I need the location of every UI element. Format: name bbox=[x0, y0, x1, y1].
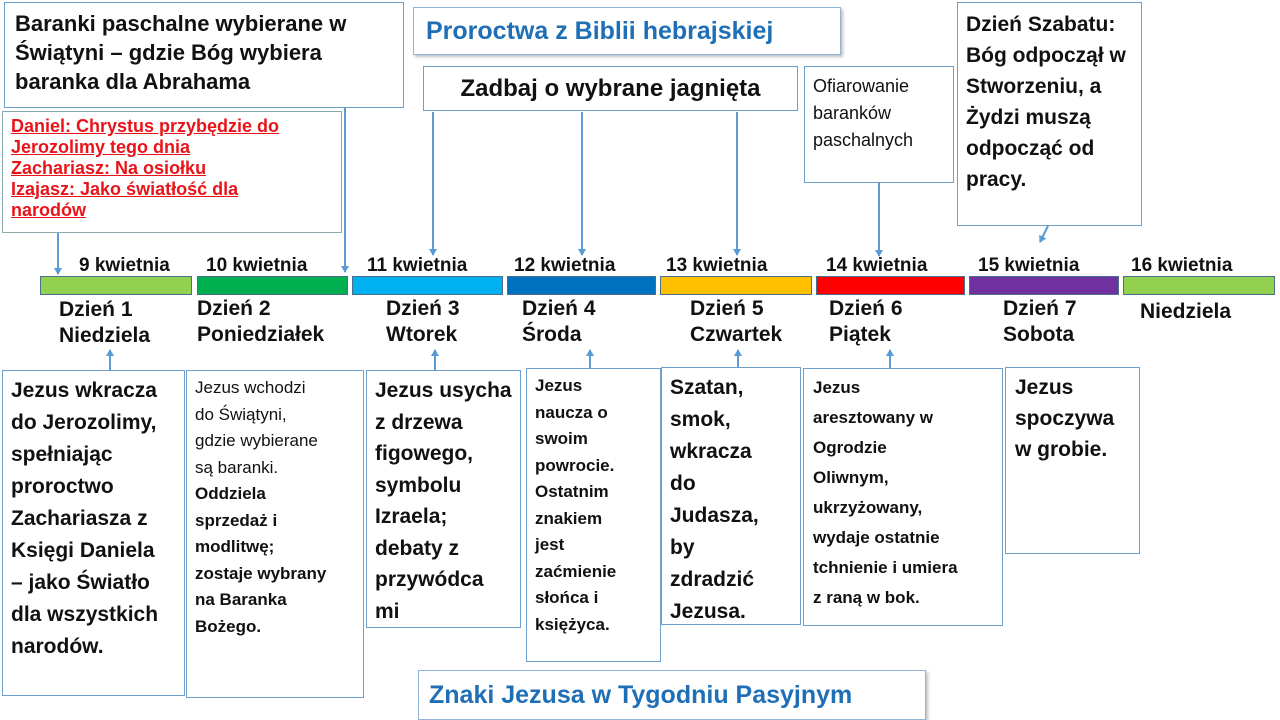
event-4-line-3: swoim bbox=[535, 429, 588, 448]
event-2-line-4: są baranki. bbox=[195, 457, 279, 477]
offering-box bbox=[804, 66, 954, 183]
day-label-5 bbox=[690, 296, 782, 348]
day-7-name: Sobota bbox=[1003, 323, 1075, 346]
timeline-bar-8 bbox=[1123, 276, 1275, 295]
event-box-day-7 bbox=[1005, 367, 1140, 554]
event-box-day-2 bbox=[186, 370, 364, 698]
prophecy-line-1: Daniel: Chrystus przybędzie do bbox=[11, 116, 280, 136]
date-label-3: 11 kwietnia bbox=[367, 255, 468, 276]
event-1-line-2: do Jerozolimy, bbox=[11, 411, 157, 434]
event-7-line-3: w grobie. bbox=[1015, 438, 1108, 461]
event-4-line-4: powrocie. bbox=[535, 455, 615, 475]
event-2-line-1: Jezus wchodzi bbox=[195, 378, 306, 397]
day-3-number: Dzień 3 bbox=[386, 297, 460, 320]
timeline-bar-6 bbox=[816, 276, 965, 295]
event-5-line-5: Judasza, bbox=[670, 504, 759, 527]
prophecy-line-2: Jerozolimy tego dnia bbox=[11, 137, 191, 157]
date-label-7: 15 kwietnia bbox=[978, 255, 1080, 276]
day-3-name: Wtorek bbox=[386, 323, 458, 346]
prophecy-box bbox=[2, 111, 342, 233]
event-1-line-4: proroctwo bbox=[11, 475, 114, 498]
event-6-line-7: tchnienie i umiera bbox=[813, 558, 958, 577]
event-box-day-5 bbox=[661, 367, 801, 625]
event-4-line-2: naucza o bbox=[535, 402, 608, 422]
date-label-6: 14 kwietnia bbox=[826, 255, 928, 276]
sabbath-text: Dzień Szabatu: Bóg odpoczął w Stworzeniu, a Żydzi muszą odpocząć od pracy. bbox=[966, 13, 1126, 191]
event-3-line-1: Jezus usycha bbox=[375, 379, 512, 402]
event-2-line-8: zostaje wybrany bbox=[195, 563, 327, 583]
day-5-number: Dzień 5 bbox=[690, 297, 764, 320]
lambs-choice-text: Baranki paschalne wybierane w Świątyni – gdzie Bóg wybiera baranka dla Abrahama bbox=[15, 11, 347, 94]
event-2-line-6: sprzedaż i bbox=[195, 510, 278, 530]
event-4-line-8: zaćmienie bbox=[535, 561, 617, 581]
prophecy-line-5: narodów bbox=[11, 200, 86, 220]
event-6-line-5: ukrzyżowany, bbox=[813, 498, 923, 517]
event-2-line-2: do Świątyni, bbox=[195, 404, 287, 424]
event-7-line-2: spoczywa bbox=[1015, 407, 1115, 430]
event-1-line-3: spełniając bbox=[11, 443, 113, 466]
day-label-8 bbox=[1140, 299, 1231, 325]
event-4-line-7: jest bbox=[535, 535, 565, 554]
timeline-bar-7 bbox=[969, 276, 1119, 295]
prophecy-line-4: Izajasz: Jako światłość dla bbox=[11, 179, 239, 199]
event-1-line-6: Księgi Daniela bbox=[11, 539, 155, 562]
event-6-line-2: aresztowany w bbox=[813, 408, 933, 427]
event-5-line-1: Szatan, bbox=[670, 376, 744, 399]
event-6-line-6: wydaje ostatnie bbox=[813, 528, 940, 547]
care-lambs-text: Zadbaj o wybrane jagnięta bbox=[460, 75, 761, 102]
timeline-bar-5 bbox=[660, 276, 812, 295]
event-4-line-10: księżyca. bbox=[535, 614, 610, 634]
day-8-name: Niedziela bbox=[1140, 300, 1232, 323]
sabbath-box bbox=[957, 2, 1142, 226]
day-5-name: Czwartek bbox=[690, 323, 783, 346]
prophecies-title-text: Proroctwa z Biblii hebrajskiej bbox=[426, 17, 774, 45]
timeline-bar-3 bbox=[352, 276, 503, 295]
day-7-number: Dzień 7 bbox=[1003, 297, 1077, 320]
timeline-bar-4 bbox=[507, 276, 656, 295]
event-5-line-3: wkracza bbox=[670, 440, 752, 463]
day-6-number: Dzień 6 bbox=[829, 297, 903, 320]
timeline-bar-1 bbox=[40, 276, 192, 295]
day-label-4 bbox=[522, 296, 596, 348]
day-4-name: Środa bbox=[522, 323, 582, 346]
date-label-1: 9 kwietnia bbox=[79, 255, 170, 276]
event-box-day-4 bbox=[526, 368, 661, 662]
day-label-3 bbox=[386, 296, 460, 348]
event-3-line-8: mi bbox=[375, 599, 400, 623]
event-6-line-8: z raną w bok. bbox=[813, 588, 920, 607]
date-label-4: 12 kwietnia bbox=[514, 255, 616, 276]
offering-text: Ofiarowanie baranków paschalnych bbox=[813, 76, 914, 150]
event-1-line-7: – jako Światło bbox=[11, 571, 150, 594]
event-7-line-1: Jezus bbox=[1015, 376, 1074, 399]
day-4-number: Dzień 4 bbox=[522, 297, 596, 320]
day-label-2 bbox=[197, 296, 324, 348]
prophecies-title bbox=[413, 7, 841, 55]
event-5-line-7: zdradzić bbox=[670, 568, 755, 591]
day-2-name: Poniedziałek bbox=[197, 323, 325, 346]
event-box-day-6 bbox=[803, 368, 1003, 626]
lambs-choice-box bbox=[4, 2, 404, 108]
care-lambs-box bbox=[423, 66, 798, 111]
event-3-line-2: z drzewa bbox=[375, 410, 463, 434]
event-3-line-4: symbolu bbox=[375, 473, 462, 497]
event-4-line-1: Jezus bbox=[535, 376, 583, 395]
bottom-title-text: Znaki Jezusa w Tygodniu Pasyjnym bbox=[429, 681, 853, 709]
date-label-8: 16 kwietnia bbox=[1131, 255, 1233, 276]
event-6-line-1: Jezus bbox=[813, 378, 861, 397]
event-1-line-9: narodów. bbox=[11, 635, 104, 658]
event-2-line-5: Oddziela bbox=[195, 484, 266, 503]
event-1-line-1: Jezus wkracza bbox=[11, 379, 157, 402]
event-3-line-3: figowego, bbox=[375, 442, 473, 465]
day-label-6 bbox=[829, 296, 903, 348]
event-5-line-4: do bbox=[670, 472, 696, 495]
day-1-name: Niedziela bbox=[59, 324, 151, 347]
event-2-line-3: gdzie wybierane bbox=[195, 431, 318, 450]
event-4-line-6: znakiem bbox=[535, 508, 603, 528]
event-2-line-7: modlitwę; bbox=[195, 537, 275, 556]
event-4-line-5: Ostatnim bbox=[535, 482, 609, 501]
arrow-sabbath-to-day7 bbox=[1040, 226, 1048, 242]
bottom-title bbox=[418, 670, 926, 720]
prophecy-line-3: Zachariasz: Na osiołku bbox=[11, 158, 207, 178]
event-box-day-1 bbox=[2, 370, 185, 696]
event-3-line-7: przywódca bbox=[375, 568, 484, 591]
day-label-1 bbox=[59, 297, 150, 349]
day-6-name: Piątek bbox=[829, 323, 891, 346]
event-4-line-9: słońca i bbox=[535, 588, 599, 607]
event-6-line-4: Oliwnym, bbox=[813, 468, 889, 487]
date-label-2: 10 kwietnia bbox=[206, 255, 308, 276]
date-label-5: 13 kwietnia bbox=[666, 255, 768, 276]
event-3-line-5: Izraela; bbox=[375, 505, 448, 528]
timeline-bar-2 bbox=[197, 276, 348, 295]
event-2-line-10: Bożego. bbox=[195, 616, 262, 636]
event-5-line-6: by bbox=[670, 536, 695, 559]
event-3-line-6: debaty z bbox=[375, 536, 460, 560]
event-2-line-9: na Baranka bbox=[195, 590, 287, 609]
event-1-line-8: dla wszystkich bbox=[11, 603, 159, 626]
event-6-line-3: Ogrodzie bbox=[813, 438, 887, 457]
event-5-line-2: smok, bbox=[670, 408, 731, 431]
day-2-number: Dzień 2 bbox=[197, 297, 271, 320]
day-label-7 bbox=[1003, 296, 1077, 348]
day-1-number: Dzień 1 bbox=[59, 298, 133, 321]
event-box-day-3 bbox=[366, 370, 521, 628]
event-1-line-5: Zachariasza z bbox=[11, 507, 148, 530]
event-5-line-8: Jezusa. bbox=[670, 600, 746, 623]
